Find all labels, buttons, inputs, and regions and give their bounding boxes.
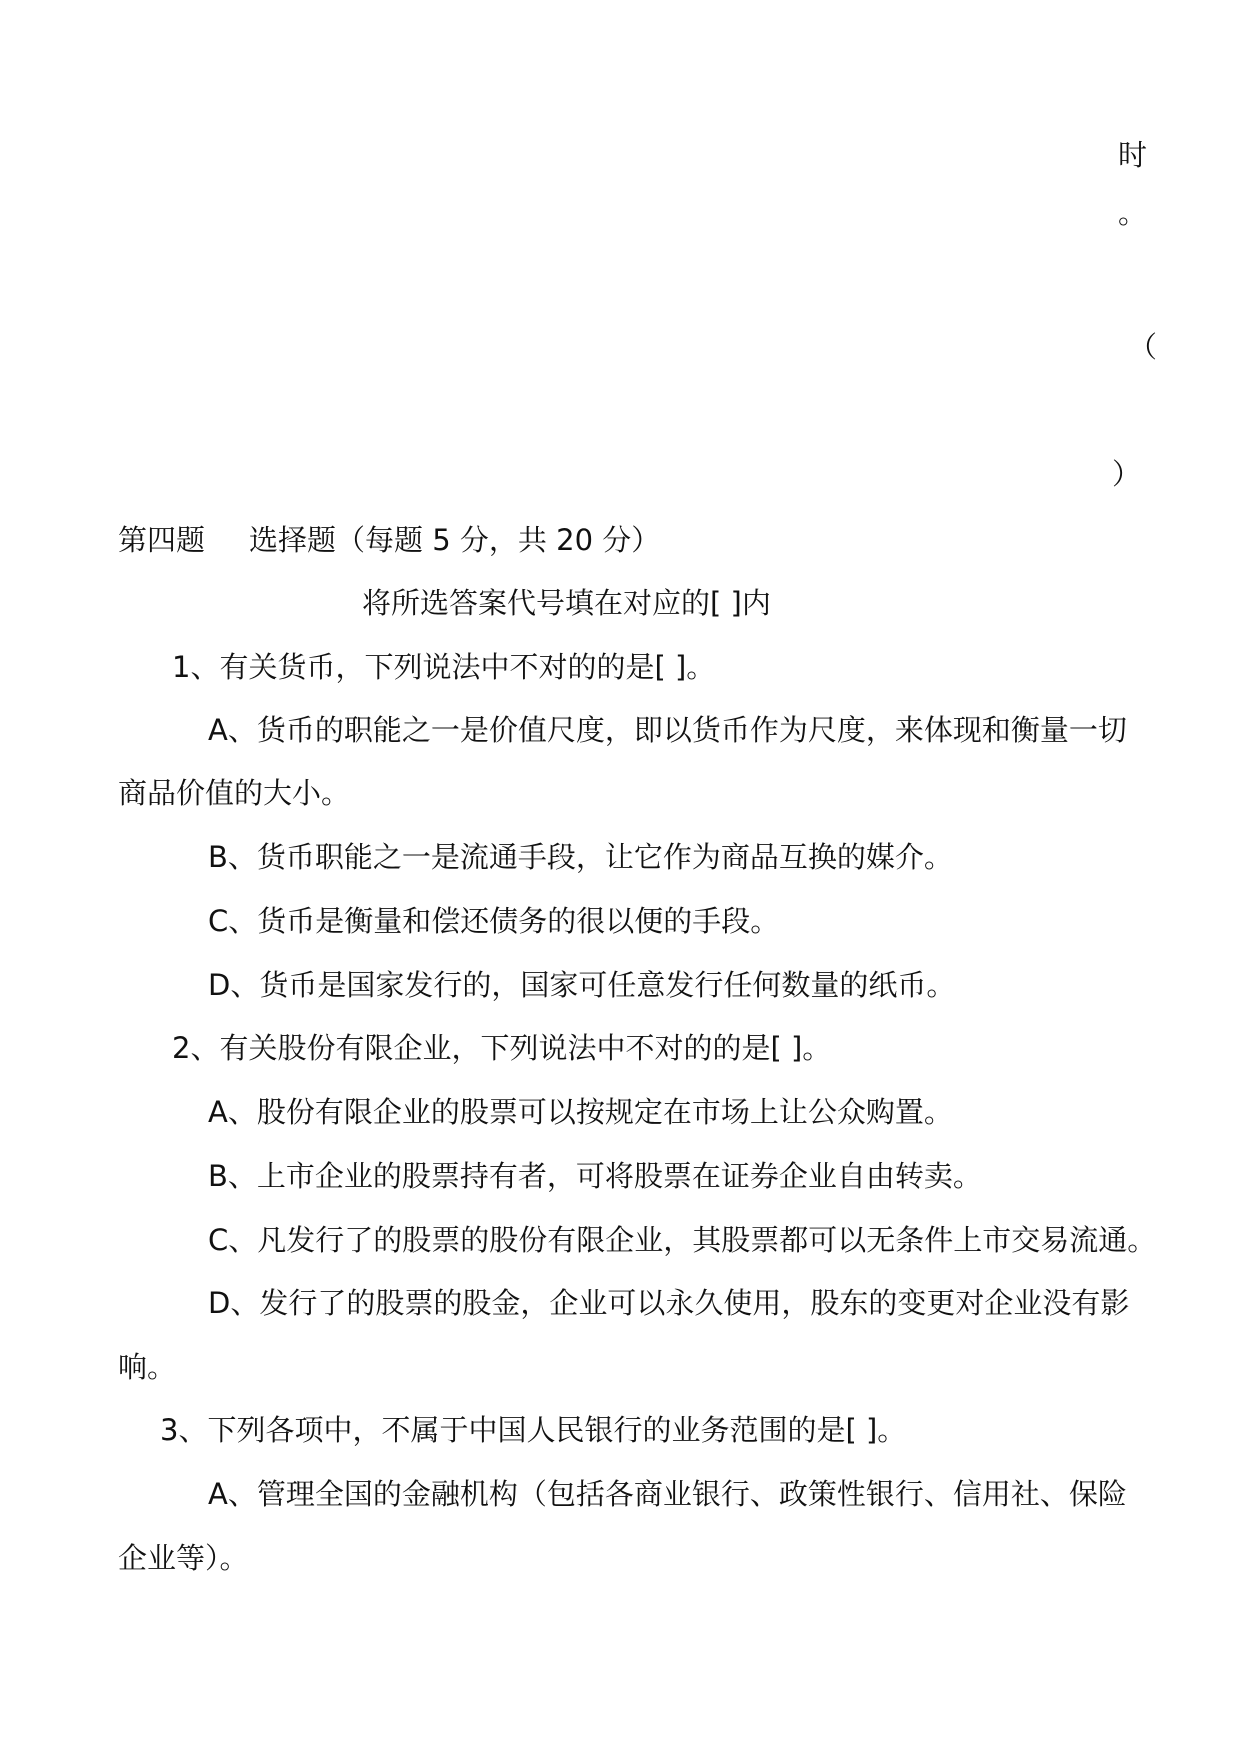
question-3-option-a-cont: 企业等）。: [118, 1541, 249, 1575]
question-1-option-c: C、货币是衡量和偿还债务的很以便的手段。: [208, 904, 780, 938]
question-2-option-a: A、股份有限企业的股票可以按规定在市场上让公众购置。: [208, 1095, 953, 1129]
question-1-option-b: B、货币职能之一是流通手段，让它作为商品互换的媒介。: [208, 840, 953, 874]
section-label: 第四题: [118, 523, 206, 557]
margin-fragment-4: ）: [1112, 457, 1142, 491]
question-1-option-a-cont: 商品价值的大小。: [118, 776, 351, 810]
question-3-option-a: A、管理全国的金融机构（包括各商业银行、政策性银行、信用社、保险: [208, 1477, 1127, 1511]
question-1-stem: 1、有关货币，下列说法中不对的的是[ ]。: [172, 650, 716, 684]
question-1-option-d: D、货币是国家发行的，国家可任意发行任何数量的纸币。: [208, 968, 956, 1002]
margin-fragment-1: 时: [1118, 138, 1148, 172]
margin-fragment-3: （: [1128, 330, 1158, 364]
question-2-stem: 2、有关股份有限企业，下列说法中不对的的是[ ]。: [172, 1031, 832, 1065]
question-2-option-d-cont: 响。: [118, 1350, 177, 1384]
question-3-stem: 3、下列各项中，不属于中国人民银行的业务范围的是[ ]。: [160, 1413, 907, 1447]
question-1-option-a: A、货币的职能之一是价值尺度，即以货币作为尺度，来体现和衡量一切: [208, 713, 1127, 747]
question-2-option-d: D、发行了的股票的股金，企业可以永久使用，股东的变更对企业没有影: [208, 1286, 1130, 1320]
section-instruction: 将所选答案代号填在对应的[ ]内: [362, 586, 771, 620]
margin-fragment-2: 。: [1118, 196, 1148, 230]
section-title: 选择题（每题 5 分，共 20 分）: [249, 523, 661, 557]
question-2-option-b: B、上市企业的股票持有者，可将股票在证券企业自由转卖。: [208, 1159, 982, 1193]
section-heading: [118, 520, 660, 560]
question-2-option-c: C、凡发行了的股票的股份有限企业，其股票都可以无条件上市交易流通。: [208, 1223, 1157, 1257]
